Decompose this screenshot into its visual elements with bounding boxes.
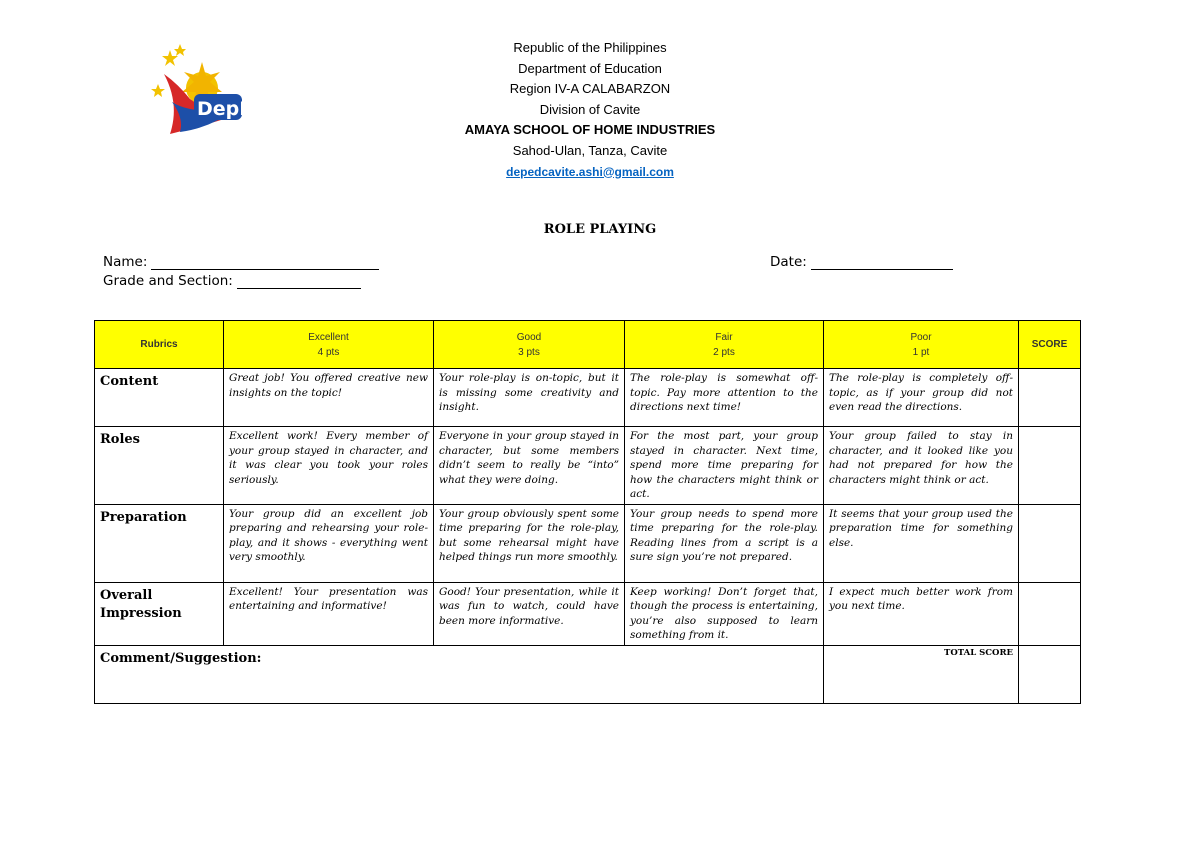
overall-good: Good! Your presentation, while it was fun to watch, could have been more informative. <box>434 582 625 645</box>
table-row <box>95 504 1081 582</box>
deped-logo <box>150 44 266 140</box>
preparation-fair: Your group needs to spend more time preparing for the role-play. Reading lines from a script is a sure sign you’re not prepared. <box>625 504 824 582</box>
criterion-content: Content <box>95 369 224 427</box>
header-good: Good 3 pts <box>434 321 625 369</box>
name-field[interactable] <box>103 254 379 270</box>
overall-fair: Keep working! Don’t forget that, though the process is entertaining, you’re also supposed to learn something from it. <box>625 582 824 645</box>
content-fair: The role-play is somewhat off-topic. Pay more attention to the directions next time! <box>625 369 824 427</box>
content-excellent: Great job! You offered creative new insights on the topic! <box>224 369 434 427</box>
criterion-preparation: Preparation <box>95 504 224 582</box>
grade-section-field[interactable] <box>103 273 361 289</box>
roles-score-cell[interactable] <box>1019 427 1081 505</box>
preparation-good: Your group obviously spent some time preparing for the role-play, but some rehearsal might have helped things run more smoothly. <box>434 504 625 582</box>
total-score-label: TOTAL SCORE <box>824 645 1019 703</box>
header-score: SCORE <box>1019 321 1081 369</box>
rubric-table <box>94 320 1081 704</box>
email-link[interactable]: depedcavite.ashi@gmail.com <box>506 164 674 179</box>
division-name: Division of Cavite <box>539 101 641 117</box>
header-poor: Poor 1 pt <box>824 321 1019 369</box>
roles-poor: Your group failed to stay in character, and it looked like you had not prepared for how the characters might think or act. <box>824 427 1019 505</box>
roles-good: Everyone in your group stayed in character, but some members didn’t seem to really be “into” what they were doing. <box>434 427 625 505</box>
header-rubrics: Rubrics <box>95 321 224 369</box>
region-name: Region IV-A CALABARZON <box>509 81 671 97</box>
table-row <box>95 369 1081 427</box>
roles-excellent: Excellent work! Every member of your group stayed in character, and it was clear you took your roles seriously. <box>224 427 434 505</box>
grade-section-blank-line[interactable] <box>237 274 361 289</box>
logo-text: DepEd <box>197 98 266 120</box>
comment-suggestion-box[interactable] <box>95 645 824 703</box>
roles-fair: For the most part, your group stayed in character. Next time, spend more time preparing for how the characters might think or act. <box>625 427 824 505</box>
school-address: Sahod-Ulan, Tanza, Cavite <box>512 142 668 158</box>
content-score-cell[interactable] <box>1019 369 1081 427</box>
school-name: AMAYA SCHOOL OF HOME INDUSTRIES <box>464 122 716 138</box>
rubric-header-row <box>95 321 1081 369</box>
department-name: Department of Education <box>518 60 662 76</box>
preparation-excellent: Your group did an excellent job preparing and rehearsing your role-play, and it shows - everything went very smoothly. <box>224 504 434 582</box>
date-field[interactable] <box>770 254 953 270</box>
overall-score-cell[interactable] <box>1019 582 1081 645</box>
header-fair: Fair 2 pts <box>625 321 824 369</box>
country-name: Republic of the Philippines <box>513 40 667 55</box>
content-poor: The role-play is completely off-topic, as if your group did not even read the directions. <box>824 369 1019 427</box>
table-row <box>95 582 1081 645</box>
name-label: Name: <box>103 254 148 270</box>
date-blank-line[interactable] <box>811 255 953 270</box>
overall-excellent: Excellent! Your presentation was entertaining and informative! <box>224 582 434 645</box>
header-excellent: Excellent 4 pts <box>224 321 434 369</box>
criterion-overall-impression: Overall Impression <box>95 582 224 645</box>
comment-label: Comment/Suggestion: <box>100 650 262 666</box>
total-score-cell[interactable] <box>1019 645 1081 703</box>
school-header <box>390 38 790 182</box>
comment-row <box>95 645 1081 703</box>
overall-poor: I expect much better work from you next time. <box>824 582 1019 645</box>
preparation-poor: It seems that your group used the preparation time for something else. <box>824 504 1019 582</box>
name-blank-line[interactable] <box>151 255 379 270</box>
criterion-roles: Roles <box>95 427 224 505</box>
table-row <box>95 427 1081 505</box>
grade-section-label: Grade and Section: <box>103 273 233 289</box>
page-title: ROLE PLAYING <box>543 222 657 237</box>
date-label: Date: <box>770 254 807 270</box>
preparation-score-cell[interactable] <box>1019 504 1081 582</box>
content-good: Your role-play is on-topic, but it is missing some creativity and insight. <box>434 369 625 427</box>
